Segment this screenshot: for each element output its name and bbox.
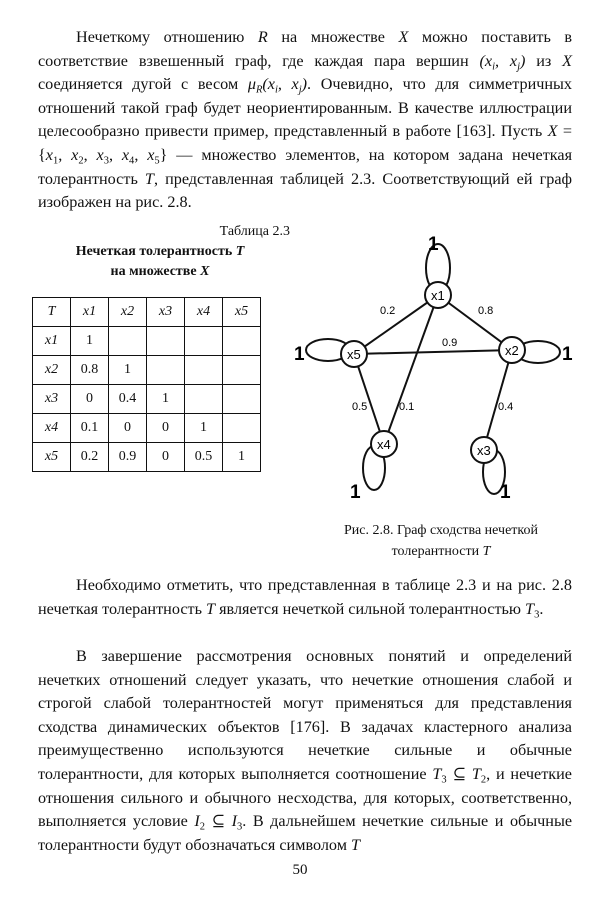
table-row: [33, 414, 261, 443]
table-header-row: [33, 298, 261, 327]
table-cell: [223, 356, 261, 385]
table-cell: 0: [109, 414, 147, 443]
loop-weight-x2: 1: [562, 344, 573, 365]
table-header-cell: x4: [185, 298, 223, 327]
loop-weight-x3: 1: [500, 482, 511, 503]
table-row: [33, 385, 261, 414]
page-number: 50: [292, 862, 308, 878]
table-header-cell: x1: [71, 298, 109, 327]
weight-x1-x2: 0.8: [478, 305, 494, 317]
row-label: x2: [33, 356, 71, 385]
figure-caption: [300, 520, 582, 562]
table-row: [33, 327, 261, 356]
row-label: x3: [33, 385, 71, 414]
loop-weight-x1: 1: [428, 234, 439, 255]
weight-x1-x5: 0.2: [380, 305, 396, 317]
node-label-x5: x5: [347, 347, 361, 362]
table-cell: [109, 327, 147, 356]
paragraph-strong-tolerance: Необходимо отметить, что представленная в таблице 2.3 и на рис. 2.8 нечеткая толерантность T является нечеткой сильной толерантностью $T_3$.: [38, 576, 572, 621]
row-label: x5: [33, 443, 71, 472]
edge-x5-x4: [354, 354, 384, 444]
node-label-x4: x4: [377, 437, 391, 452]
table-cell: 0.2: [71, 443, 109, 472]
table-cell: [223, 327, 261, 356]
table-cell: [185, 356, 223, 385]
similarity-graph: [292, 228, 582, 513]
table-header-cell: x3: [147, 298, 185, 327]
paragraph-conclusion: В завершение рассмотрения основных понятий и определений нечетких отношений следует указать, что нечеткие отношения слабой и строгой слабой толерантностей могут применяться для представления сходства динамических объектов [176]. В задачах кластерного анализа преимущественно используются нечеткие сильные и обычные толерантности, для которых выполняется соотношение $T_3$ ⊆ $T_2$, и нечеткие отношения сильного и обычного несходства, для которых, соответственно, выполняется условие $I_2$ ⊆ $I_3$. В дальнейшем нечеткие сильные и обычные толерантности будут обозначаться символом T: [38, 647, 573, 854]
table-cell: 0: [147, 443, 185, 472]
table-cell: [223, 414, 261, 443]
weight-x2-x3: 0.4: [498, 401, 514, 413]
table-row: [33, 443, 261, 472]
row-label: x1: [33, 327, 71, 356]
edge-x1-x4: [384, 295, 438, 444]
table-title-line1: Нечеткая толерантность T: [75, 244, 245, 259]
table-cell: 1: [185, 414, 223, 443]
table-title-line2: на множестве X: [110, 264, 210, 279]
table-cell: [185, 385, 223, 414]
table-header-cell: T: [33, 298, 71, 327]
table-cell: [147, 356, 185, 385]
figure-caption-line2: толерантности T: [391, 544, 491, 559]
weight-x5-x4: 0.5: [352, 401, 368, 413]
edge-x1-x5: [354, 295, 438, 354]
table-cell: 1: [71, 327, 109, 356]
table-cell: 0: [147, 414, 185, 443]
table-cell: 1: [109, 356, 147, 385]
table-header-cell: x5: [223, 298, 261, 327]
node-label-x1: x1: [431, 288, 445, 303]
weight-x5-x2: 0.9: [442, 337, 458, 349]
table-cell: 1: [147, 385, 185, 414]
figure-caption-line1: Рис. 2.8. Граф сходства нечеткой: [344, 523, 538, 538]
edge-x2-x3: [484, 350, 512, 448]
table-number: Таблица 2.3: [219, 224, 290, 239]
table-cell: 0.4: [109, 385, 147, 414]
table-cell: 0.9: [109, 443, 147, 472]
table-header-cell: x2: [109, 298, 147, 327]
table-cell: [223, 385, 261, 414]
table-cell: 0.1: [71, 414, 109, 443]
table-row: [33, 356, 261, 385]
table-cell: [185, 327, 223, 356]
weight-x1-x4: 0.1: [399, 401, 415, 413]
node-label-x3: x3: [477, 443, 491, 458]
row-label: x4: [33, 414, 71, 443]
table-cell: 0.5: [185, 443, 223, 472]
tolerance-table: [32, 297, 261, 472]
table-cell: 0: [71, 385, 109, 414]
loop-weight-x4: 1: [350, 482, 361, 503]
intro-paragraph: Нечеткому отношению R на множестве X можно поставить в соответствие взвешенный граф, где каждая пара вершин ($x_i$, $x_j$) из X соединяется дугой с весом $\mu_R(x_i$, $x_j$). Очевидно, что для симметричных отношений такой граф будет неориентированным. В качестве иллюстрации целесообразно привести пример, представленный в работе [163]. Пусть $X = \{x_1$, $x_2$, $x_3$, $x_4$, $x_5$} — множество элементов, на котором задана нечеткая толерантность T, представленная таблицей 2.3. Соответствующий ей граф изображен на рис. 2.8.: [38, 28, 573, 212]
loop-weight-x5: 1: [294, 344, 305, 365]
table-cell: 0.8: [71, 356, 109, 385]
table-cell: 1: [223, 443, 261, 472]
table-cell: [147, 327, 185, 356]
edge-x5-x2: [354, 350, 512, 354]
node-label-x2: x2: [505, 343, 519, 358]
